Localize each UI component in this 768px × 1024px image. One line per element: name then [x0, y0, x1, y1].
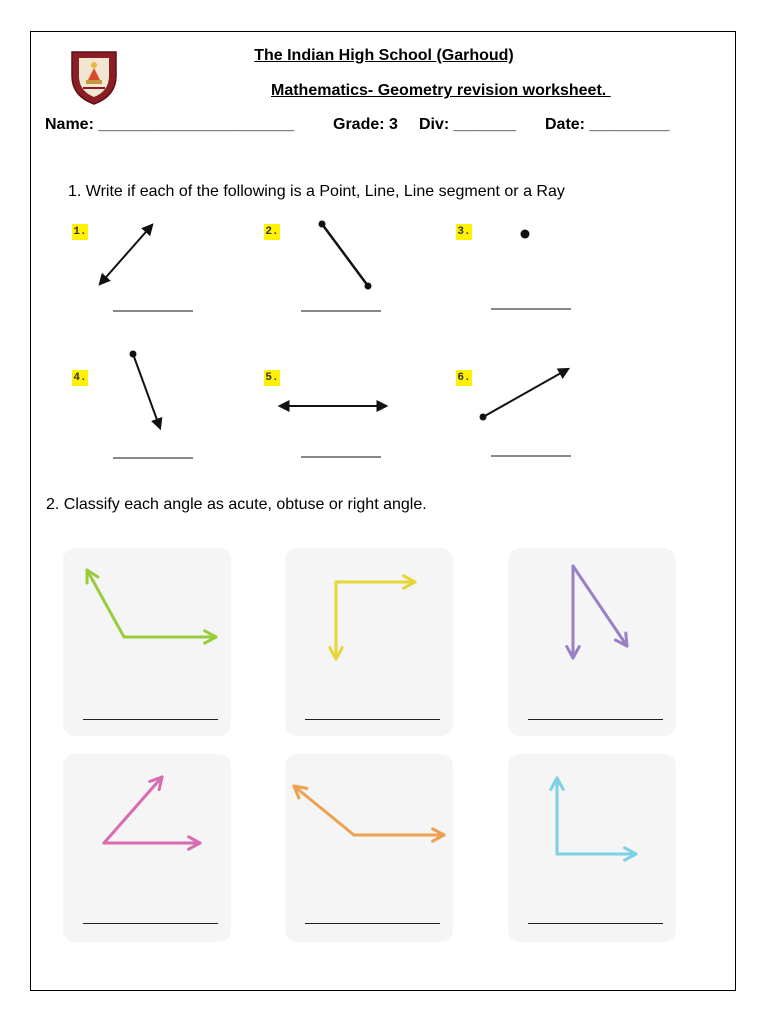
angle-3-arm-b: [573, 566, 627, 646]
item-number-5: 5.: [265, 372, 279, 384]
angle-4-arm-b: [104, 837, 200, 849]
question-1-text: 1. Write if each of the following is a Point, Line, Line segment or a Ray: [68, 183, 565, 200]
item-number-4: 4.: [73, 372, 87, 384]
worksheet-title: Mathematics- Geometry revision worksheet.: [271, 82, 611, 99]
angle-3-arm-a: [567, 566, 579, 658]
item-number-1: 1.: [73, 226, 87, 238]
div-field[interactable]: Div: _______: [419, 116, 516, 133]
grade-label: Grade: 3: [333, 116, 398, 133]
angle-4-arm-a: [104, 777, 162, 843]
item-number-2: 2.: [265, 226, 279, 238]
school-title: The Indian High School (Garhoud): [254, 47, 514, 64]
name-field[interactable]: Name: ______________________: [45, 116, 295, 133]
angle-1-arm-b: [124, 631, 216, 643]
item-number-6: 6.: [457, 372, 471, 384]
angle-1-arm-a: [87, 570, 124, 637]
angle-2-arm-b: [336, 576, 415, 588]
angle-2-arm-a: [330, 582, 342, 659]
angle-6-arm-a: [551, 778, 563, 854]
angle-5-arm-b: [354, 829, 444, 841]
angle-6-arm-b: [557, 848, 636, 860]
date-field[interactable]: Date: _________: [545, 116, 670, 133]
question-2-text: 2. Classify each angle as acute, obtuse or right angle.: [46, 496, 427, 513]
angle-5-arm-a: [294, 786, 354, 835]
item-number-3: 3.: [457, 226, 471, 238]
